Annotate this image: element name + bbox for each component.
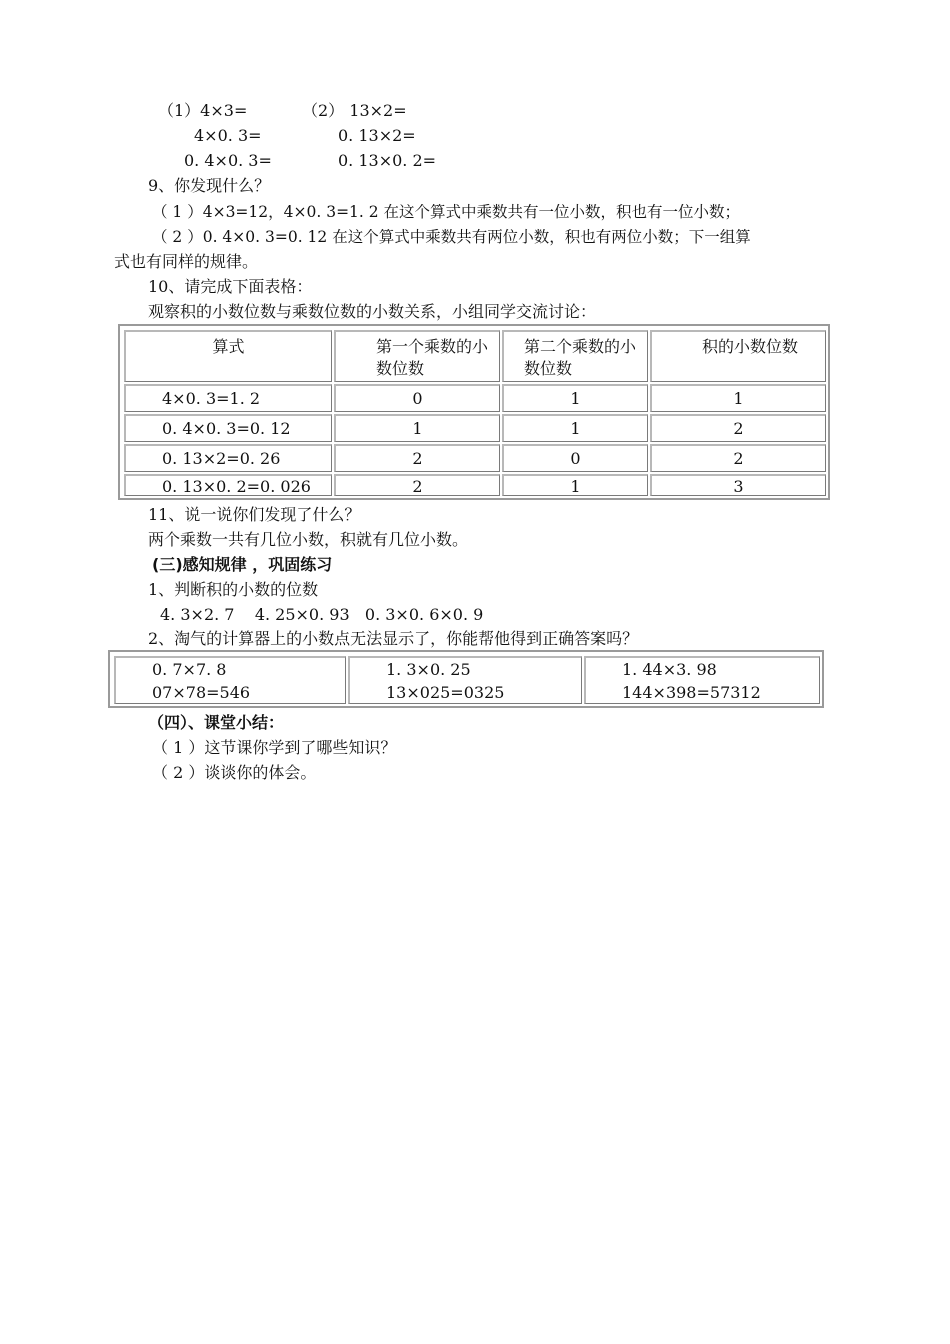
- table-cell: 2: [650, 444, 826, 472]
- section-3-item-2: 2、淘气的计算器上的小数点无法显示了，你能帮他得到正确答案吗？: [148, 629, 639, 648]
- question-9-line-2: （ 2 ）0. 4×0. 3=0. 12 在这个算式中乘数共有两位小数，积也有两位小数；下一组算: [152, 228, 751, 246]
- table-header-cell: 积的小数位数: [650, 330, 826, 382]
- table-cell: 0: [502, 444, 648, 472]
- table-header-cell: 第一个乘数的小数位数: [334, 330, 500, 382]
- question-9-line-1: （ 1 ）4×3=12，4×0. 3=1. 2 在这个算式中乘数共有一位小数，积也有一位小数；: [152, 203, 741, 221]
- section-4-question-2: （ 2 ）谈谈你的体会。: [152, 763, 317, 782]
- expression: 0. 7×7. 8: [152, 660, 227, 679]
- calculator-result: 13×025=0325: [386, 683, 505, 702]
- exercise-line: 0. 13×2=: [338, 126, 416, 145]
- question-9-line-3: 式也有同样的规律。: [114, 252, 259, 271]
- table-cell: [114, 656, 346, 704]
- expression: 1. 44×3. 98: [622, 660, 717, 679]
- expression: 1. 3×0. 25: [386, 660, 471, 679]
- table-header-cell: 算式: [124, 330, 332, 382]
- table-cell: 0. 4×0. 3=0. 12: [124, 414, 332, 442]
- table-cell: 4×0. 3=1. 2: [124, 384, 332, 412]
- results-table: [118, 324, 830, 500]
- exercise-line: （2） 13×2=: [302, 101, 407, 120]
- question-10-intro: 观察积的小数位数与乘数位数的小数关系，小组同学交流讨论：: [148, 302, 597, 321]
- table-cell: 1: [502, 414, 648, 442]
- section-4-title: （四）、课堂小结：: [148, 713, 285, 732]
- exercise-line: （1）4×3=: [158, 101, 248, 120]
- section-4-question-1: （ 1 ）这节课你学到了哪些知识？: [152, 738, 397, 757]
- table-cell: 1: [502, 384, 648, 412]
- exercise-line: 0. 13×0. 2=: [338, 151, 437, 170]
- table-cell: 0. 13×2=0. 26: [124, 444, 332, 472]
- calculator-table: [108, 650, 824, 708]
- table-cell: 2: [650, 414, 826, 442]
- question-10-title: 10、请完成下面表格：: [148, 277, 313, 296]
- calculator-result: 144×398=57312: [622, 683, 761, 702]
- table-cell: [348, 656, 582, 704]
- question-11-answer: 两个乘数一共有几位小数，积就有几位小数。: [148, 530, 469, 549]
- table-cell: 3: [650, 474, 826, 496]
- calculator-result: 07×78=546: [152, 683, 251, 702]
- table-cell: 2: [334, 444, 500, 472]
- table-cell: 0: [334, 384, 500, 412]
- table-header-cell: 第二个乘数的小数位数: [502, 330, 648, 382]
- exercise-line: 4×0. 3=: [194, 126, 262, 145]
- section-3-item-1-expressions: 4. 3×2. 7 4. 25×0. 93 0. 3×0. 6×0. 9: [160, 605, 484, 624]
- table-cell: 0. 13×0. 2=0. 026: [124, 474, 332, 496]
- question-9-title: 9、你发现什么？: [148, 176, 271, 195]
- table-cell: 1: [502, 474, 648, 496]
- exercise-line: 0. 4×0. 3=: [184, 151, 272, 170]
- section-3-title: (三)感知规律 ，巩固练习: [152, 555, 333, 574]
- table-cell: [584, 656, 820, 704]
- section-3-item-1: 1、判断积的小数的位数: [148, 580, 319, 599]
- table-cell: 1: [650, 384, 826, 412]
- question-11-title: 11、说一说你们发现了什么？: [148, 505, 361, 524]
- table-cell: 1: [334, 414, 500, 442]
- table-cell: 2: [334, 474, 500, 496]
